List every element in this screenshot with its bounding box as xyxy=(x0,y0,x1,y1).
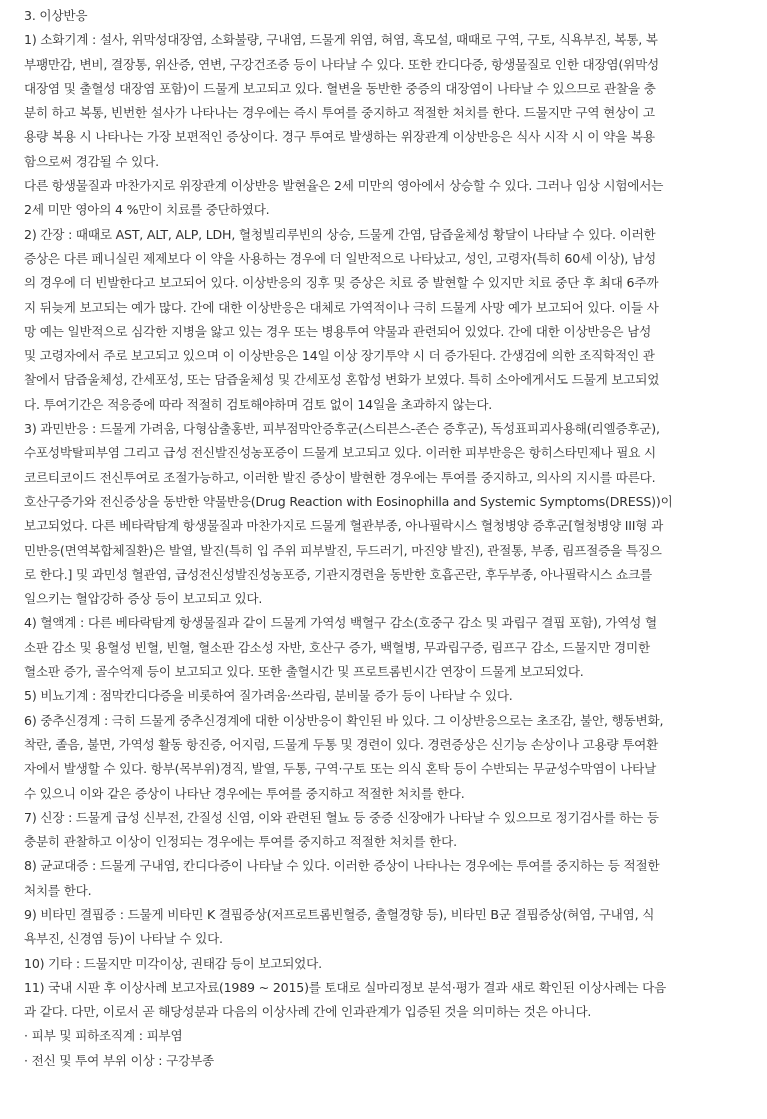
text-line: 용량 복용 시 나타나는 가장 보편적인 증상이다. 경구 투여로 발생하는 위장관계 이상반응은 식사 시작 시 이 약을 복용 xyxy=(24,129,655,145)
text-line: 호산구증가와 전신증상을 동반한 약물반응(Drug Reaction with Eosinophilla and Systemic Symptoms(DRESS))이 xyxy=(24,493,673,509)
text-line: 6) 중추신경계 : 극히 드물게 중추신경계에 대한 이상반응이 확인된 바 있다. 그 이상반응으로는 초조감, 불안, 행동변화, xyxy=(24,712,664,728)
text-line: 의 경우에 더 빈발한다고 보고되어 있다. 이상반응의 징후 및 증상은 치료 중 발현할 수 있지만 치료 중단 후 최대 6주까 xyxy=(24,275,659,291)
text-line: 코르티코이드 전신투여로 조절가능하고, 이러한 발진 증상이 발현한 경우에는 투여를 중지하고, 의사의 지시를 따른다. xyxy=(24,469,656,485)
text-line: 처치를 한다. xyxy=(24,882,92,898)
text-line: 충분히 관찰하고 이상이 인정되는 경우에는 투여를 중지하고 적절한 처치를 한다. xyxy=(24,834,457,850)
text-line: · 전신 및 투여 부위 이상 : 구강부종 xyxy=(24,1052,215,1068)
text-line: 민반응(면역복합체질환)은 발열, 발진(특히 입 주위 피부발진, 두드러기, 마진양 발진), 관절통, 부종, 림프절증을 특징으 xyxy=(24,542,662,558)
text-line: 부팽만감, 변비, 결장통, 위산증, 연변, 구강건조증 등이 나타날 수 있다. 또한 칸디다증, 항생물질로 인한 대장염(위막성 xyxy=(24,56,659,72)
text-line: 일으키는 혈압강하 증상 등이 보고되고 있다. xyxy=(24,591,263,607)
text-line: 7) 신장 : 드물게 급성 신부전, 간질성 신염, 이와 관련된 혈뇨 등 중증 신장애가 나타날 수 있으므로 정기검사를 하는 등 xyxy=(24,809,659,825)
text-line: 증상은 다른 페니실린 제제보다 이 약을 사용하는 경우에 더 일반적으로 나타났고, 성인, 고령자(특히 60세 이상), 남성 xyxy=(24,250,656,266)
text-line: 망 예는 일반적으로 심각한 지병을 앓고 있는 경우 또는 병용투여 약물과 관련되어 있었다. 간에 대한 이상반응은 남성 xyxy=(24,323,652,339)
text-line: 착란, 졸음, 불면, 가역성 활동 항진증, 어지럼, 드물게 두통 및 경련이 있다. 경련증상은 신기능 손상이나 고용량 투여환 xyxy=(24,736,659,752)
text-line: 및 고령자에서 주로 보고되고 있으며 이 이상반응은 14일 이상 장기투약 시 더 증가된다. 간생검에 의한 조직학적인 관 xyxy=(24,348,655,364)
text-line: 10) 기타 : 드물지만 미각이상, 권태감 등이 보고되었다. xyxy=(24,955,322,971)
text-line: 1) 소화기계 : 설사, 위막성대장염, 소화불량, 구내염, 드물게 위염, 혀염, 흑모설, 때때로 구역, 구토, 식욕부진, 복통, 복 xyxy=(24,32,658,48)
text-line: 보고되었다. 다른 베타락탐계 항생물질과 마찬가지로 드물게 혈관부종, 아나필락시스 혈청병양 증후군[혈청병양 III형 과 xyxy=(24,518,664,534)
text-line: 8) 균교대증 : 드물게 구내염, 칸디다증이 나타날 수 있다. 이러한 증상이 나타나는 경우에는 투여를 중지하는 등 적절한 xyxy=(24,858,660,874)
text-line: 3) 과민반응 : 드물게 가려움, 다형삼출홍반, 피부점막안증후군(스티븐스-존슨 증후군), 독성표피괴사용해(리엘증후군), xyxy=(24,421,660,437)
text-line: 2) 간장 : 때때로 AST, ALT, ALP, LDH, 혈청빌리루빈의 상승, 드물게 간염, 담즙울체성 황달이 나타날 수 있다. 이러한 xyxy=(24,226,656,242)
text-line: 로 한다.] 및 과민성 혈관염, 급성전신성발진성농포증, 기관지경련을 동반한 호흡곤란, 후두부종, 아나필락시스 쇼크를 xyxy=(24,566,652,582)
text-line: 분히 하고 복통, 빈번한 설사가 나타나는 경우에는 즉시 투여를 중지하고 적절한 처치를 한다. 드물지만 구역 현상이 고 xyxy=(24,105,655,121)
text-line: 수 있으니 이와 같은 증상이 나타난 경우에는 투여를 중지하고 적절한 처치를 한다. xyxy=(24,785,465,801)
text-line: 찰에서 담즙울체성, 간세포성, 또는 담즙울체성 및 간세포성 혼합성 변화가 보였다. 특히 소아에게서도 드물게 보고되었 xyxy=(24,372,660,388)
text-line: 지 뒤늦게 보고되는 예가 많다. 간에 대한 이상반응은 대체로 가역적이나 극히 드물게 사망 예가 보고되어 있다. 이들 사 xyxy=(24,299,659,315)
text-line: 다. 투여기간은 적응증에 따라 적절히 검토해야하며 검토 없이 14일을 초과하지 않는다. xyxy=(24,396,493,412)
text-line: 9) 비타민 결핍증 : 드물게 비타민 K 결핍증상(저프로트롬빈혈증, 출혈경향 등), 비타민 B군 결핍증상(혀염, 구내염, 식 xyxy=(24,906,655,922)
text-line xyxy=(24,1073,761,1097)
text-line: 과 같다. 다만, 이로서 곧 해당성분과 다음의 이상사례 간에 인과관계가 입증된 것을 의미하는 것은 아니다. xyxy=(24,1004,592,1020)
text-line: 대장염 및 출혈성 대장염 포함)이 드물게 보고되고 있다. 혈변을 동반한 중증의 대장염이 나타날 수 있으므로 관찰을 충 xyxy=(24,80,656,96)
text-line: 함으로써 경감될 수 있다. xyxy=(24,153,159,169)
text-line: 5) 비뇨기계 : 점막칸디다증을 비롯하여 질가려움·쓰라림, 분비물 증가 등이 나타날 수 있다. xyxy=(24,688,513,704)
text-line: 수포성박탈피부염 그리고 급성 전신발진성농포증이 드물게 보고되고 있다. 이러한 피부반응은 항히스타민제나 필요 시 xyxy=(24,445,656,461)
text-line: · 피부 및 피하조직계 : 피부염 xyxy=(24,1028,183,1044)
text-line: 혈소판 증가, 골수억제 등이 보고되고 있다. 또한 출혈시간 및 프로트롬빈시간 연장이 드물게 보고되었다. xyxy=(24,664,584,680)
text-line: 4) 혈액계 : 다른 베타락탐계 항생물질과 같이 드물게 가역성 백혈구 감소(호중구 감소 및 과립구 결핍 포함), 가역성 혈 xyxy=(24,615,657,631)
text-line: 다른 항생물질과 마찬가지로 위장관계 이상반응 발현율은 2세 미만의 영아에서 상승할 수 있다. 그러나 임상 시험에서는 xyxy=(24,178,664,194)
text-line: 소판 감소 및 용혈성 빈혈, 빈혈, 혈소판 감소성 자반, 호산구 증가, 백혈병, 무과립구증, 림프구 감소, 드물지만 경미한 xyxy=(24,639,650,655)
section-heading: 3. 이상반응 xyxy=(24,8,88,23)
text-line: 자에서 발생할 수 있다. 항부(목부위)경직, 발열, 두통, 구역·구토 또는 의식 혼탁 등이 수반되는 무균성수막염이 나타날 xyxy=(24,761,657,777)
text-line: 욕부진, 신경염 등)이 나타날 수 있다. xyxy=(24,931,223,947)
text-line: 11) 국내 시판 후 이상사례 보고자료(1989 ~ 2015)를 토대로 실마리정보 분석·평가 결과 새로 확인된 이상사례는 다음 xyxy=(24,979,667,995)
text-line: 2세 미만 영아의 4 %만이 치료를 중단하였다. xyxy=(24,202,270,218)
